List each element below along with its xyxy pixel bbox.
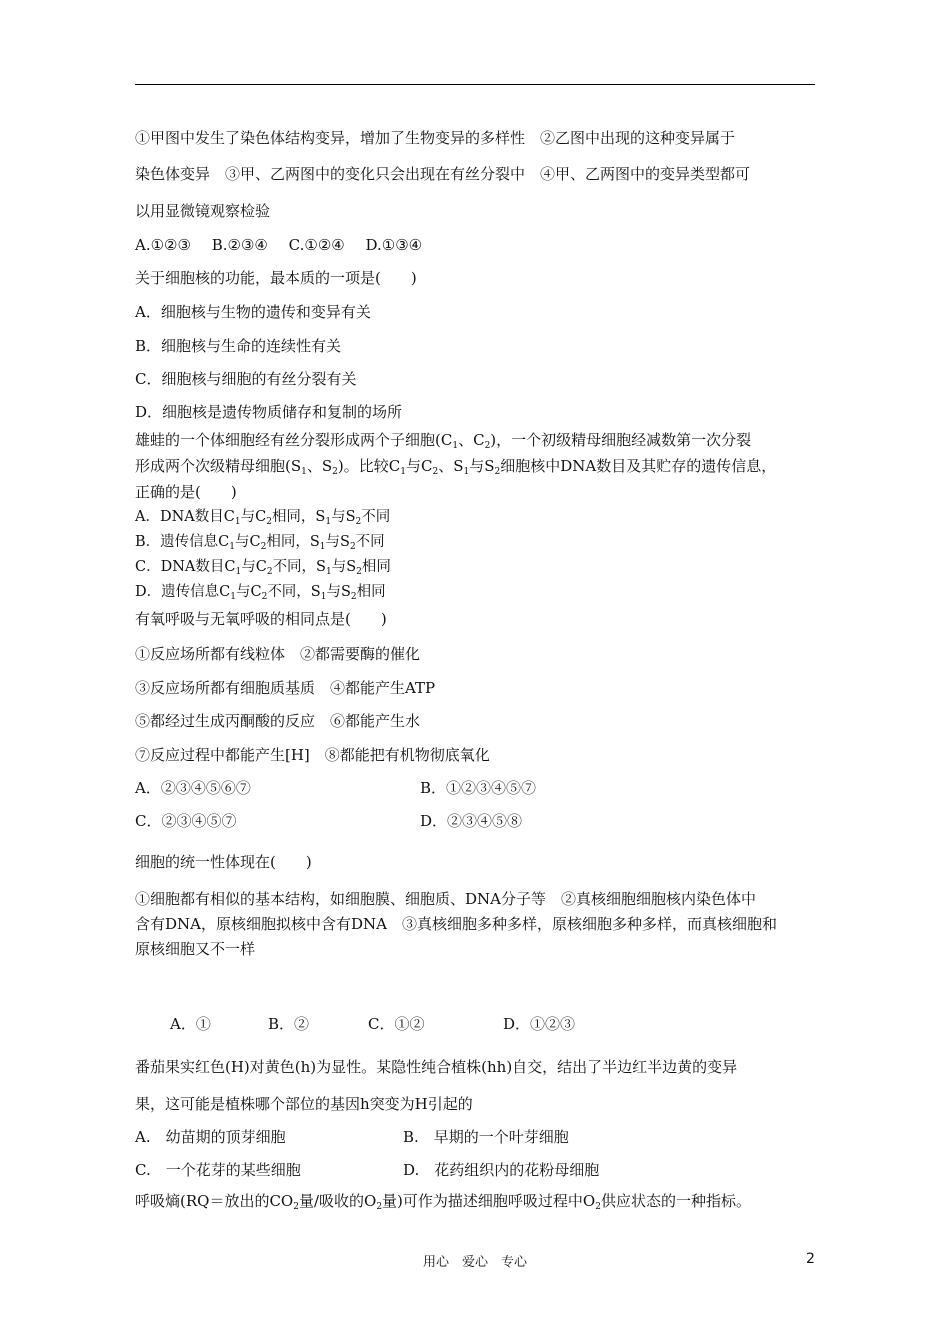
q7-text: 呼吸熵(RQ＝放出的CO	[135, 1192, 294, 1210]
q5-line-1: ①细胞都有相似的基本结构，如细胞膜、细胞质、DNA分子等 ②真核细胞细胞核内染色体中	[135, 890, 756, 908]
q7-text: 量)可作为描述细胞呼吸过程中O	[382, 1192, 596, 1210]
opt-text: 相同，S	[271, 509, 326, 525]
q3-option-c	[135, 557, 391, 579]
subscript: 2	[595, 1202, 601, 1212]
q1-option-a: A.①②③	[135, 236, 191, 254]
subscript: 2	[293, 1202, 299, 1212]
q6-line-2: 果，这可能是植株哪个部位的基因h突变为H引起的	[135, 1095, 473, 1113]
q3-option-b	[135, 532, 385, 554]
q5-option-b: B．②	[268, 1015, 310, 1033]
subscript: 1	[319, 542, 326, 552]
q1-line-2: 染色体变异 ③甲、乙两图中的变化只会出现在有丝分裂中 ④甲、乙两图中的变异类型都可	[135, 165, 751, 183]
opt-text: 相同	[361, 559, 391, 575]
q6-option-a: A. 幼苗期的顶芽细胞	[135, 1128, 286, 1146]
q5-stem: 细胞的统一性体现在( )	[135, 853, 312, 871]
subscript: 2	[494, 467, 501, 477]
opt-text: A．DNA数目C	[135, 509, 235, 525]
q7-text: 供应状态的一种指标。	[600, 1192, 751, 1210]
subscript: 1	[452, 441, 459, 451]
subscript: 1	[400, 467, 406, 477]
q3-text: )，一个初级精母细胞经减数第一次分裂	[490, 431, 752, 449]
opt-text: 与S	[331, 509, 356, 525]
subscript: 2	[432, 467, 439, 477]
q3-text: 形成两个次级精母细胞(S	[135, 457, 302, 475]
q1-options	[135, 235, 422, 255]
subscript: 2	[260, 542, 267, 552]
q3-line-2	[135, 456, 776, 479]
q3-text: 细胞核中DNA数目及其贮存的遗传信息，	[500, 457, 777, 475]
q7-line-1	[135, 1191, 751, 1214]
subscript: 1	[229, 542, 235, 552]
subscript: 1	[301, 467, 307, 477]
subscript: 2	[484, 441, 491, 451]
q1-option-c: C.①②④	[288, 236, 345, 254]
q3-text: 、C	[458, 431, 485, 449]
q5-option-a: A．①	[170, 1015, 211, 1033]
q5-line-2: 含有DNA，原核细胞拟核中含有DNA ③真核细胞多种多样，原核细胞多种多样，而真核细胞和	[135, 915, 777, 933]
q4-statement-3: ⑤都经过生成丙酮酸的反应 ⑥都能产生水	[135, 712, 421, 730]
opt-text: 相同，S	[266, 534, 320, 550]
subscript: 2	[355, 517, 362, 527]
q3-option-a	[135, 507, 390, 529]
subscript: 1	[320, 592, 327, 602]
opt-text: 与S	[331, 559, 357, 575]
q2-option-b: B．细胞核与生命的连续性有关	[135, 337, 342, 355]
subscript: 2	[356, 567, 362, 577]
opt-text: 与C	[234, 534, 261, 550]
q4-stem: 有氧呼吸与无氧呼吸的相同点是( )	[135, 610, 387, 628]
opt-text: 与S	[326, 584, 351, 600]
subscript: 1	[234, 517, 241, 527]
subscript: 1	[325, 517, 332, 527]
q6-option-d: D. 花药组织内的花粉母细胞	[403, 1161, 600, 1179]
opt-text: B．遗传信息C	[135, 534, 230, 550]
opt-text: C．DNA数目C	[135, 559, 236, 575]
q3-text: 与C	[405, 457, 433, 475]
subscript: 1	[230, 592, 236, 602]
q3-text: 雄蛙的一个体细胞经有丝分裂形成两个子细胞(C	[135, 431, 453, 449]
opt-text: 不同，S	[267, 584, 321, 600]
q3-text: )。比较C	[337, 457, 401, 475]
header-rule	[135, 84, 815, 85]
q6-line-1: 番茄果实红色(H)对黄色(h)为显性。某隐性纯合植株(hh)自交，结出了半边红半边黄的变异	[135, 1058, 738, 1076]
page-number: 2	[806, 1251, 815, 1267]
subscript: 1	[463, 467, 470, 477]
opt-text: 与S	[325, 534, 350, 550]
q3-text: 与S	[469, 457, 495, 475]
q2-stem: 关于细胞核的功能，最本质的一项是( )	[135, 269, 417, 287]
subscript: 2	[376, 1202, 383, 1212]
q1-line-3: 以用显微镜观察检验	[135, 202, 271, 220]
subscript: 2	[332, 467, 338, 477]
q2-option-c: C．细胞核与细胞的有丝分裂有关	[135, 370, 357, 388]
q2-option-a: A．细胞核与生物的遗传和变异有关	[135, 303, 371, 321]
q4-option-c: C．②③④⑤⑦	[135, 812, 237, 830]
opt-text: 与C	[241, 559, 267, 575]
subscript: 2	[266, 517, 272, 527]
subscript: 1	[326, 567, 332, 577]
q3-line-1	[135, 430, 751, 453]
opt-text: 与C	[240, 509, 267, 525]
q4-statement-2: ③反应场所都有细胞质基质 ④都能产生ATP	[135, 679, 436, 697]
q4-option-a: A．②③④⑤⑥⑦	[135, 779, 251, 797]
q7-text: 量/吸收的O	[298, 1192, 377, 1210]
q1-option-d: D.①③④	[365, 236, 423, 254]
q3-option-d	[135, 582, 386, 604]
q2-option-d: D．细胞核是遗传物质储存和复制的场所	[135, 403, 403, 421]
subscript: 2	[349, 542, 356, 552]
q6-option-b: B. 早期的一个叶芽细胞	[403, 1128, 569, 1146]
opt-text: 不同	[355, 534, 385, 550]
footer-motto: 用心 爱心 专心	[422, 1255, 527, 1270]
opt-text: 与C	[235, 584, 262, 600]
subscript: 2	[350, 592, 357, 602]
q3-text: 、S	[306, 457, 333, 475]
q5-option-d: D．①②③	[503, 1015, 576, 1033]
opt-text: 相同	[356, 584, 386, 600]
subscript: 2	[266, 567, 273, 577]
q5-option-c: C．①②	[368, 1015, 425, 1033]
subscript: 2	[261, 592, 268, 602]
q4-option-d: D．②③④⑤⑧	[420, 812, 523, 830]
q3-line-3: 正确的是( )	[135, 483, 237, 501]
q5-line-3: 原核细胞又不一样	[135, 940, 256, 958]
q3-text: 、S	[438, 457, 464, 475]
opt-text: 不同，S	[272, 559, 326, 575]
q4-option-b: B．①②③④⑤⑦	[420, 779, 537, 797]
opt-text: 不同	[361, 509, 391, 525]
q4-statement-4: ⑦反应过程中都能产生[H] ⑧都能把有机物彻底氧化	[135, 746, 490, 764]
q1-line-1: ①甲图中发生了染色体结构变异，增加了生物变异的多样性 ②乙图中出现的这种变异属于	[135, 129, 736, 147]
q4-statement-1: ①反应场所都有线粒体 ②都需要酶的催化	[135, 645, 421, 663]
q6-option-c: C. 一个花芽的某些细胞	[135, 1161, 301, 1179]
q1-option-b: B.②③④	[211, 236, 268, 254]
subscript: 1	[235, 567, 242, 577]
opt-text: D．遗传信息C	[135, 584, 231, 600]
